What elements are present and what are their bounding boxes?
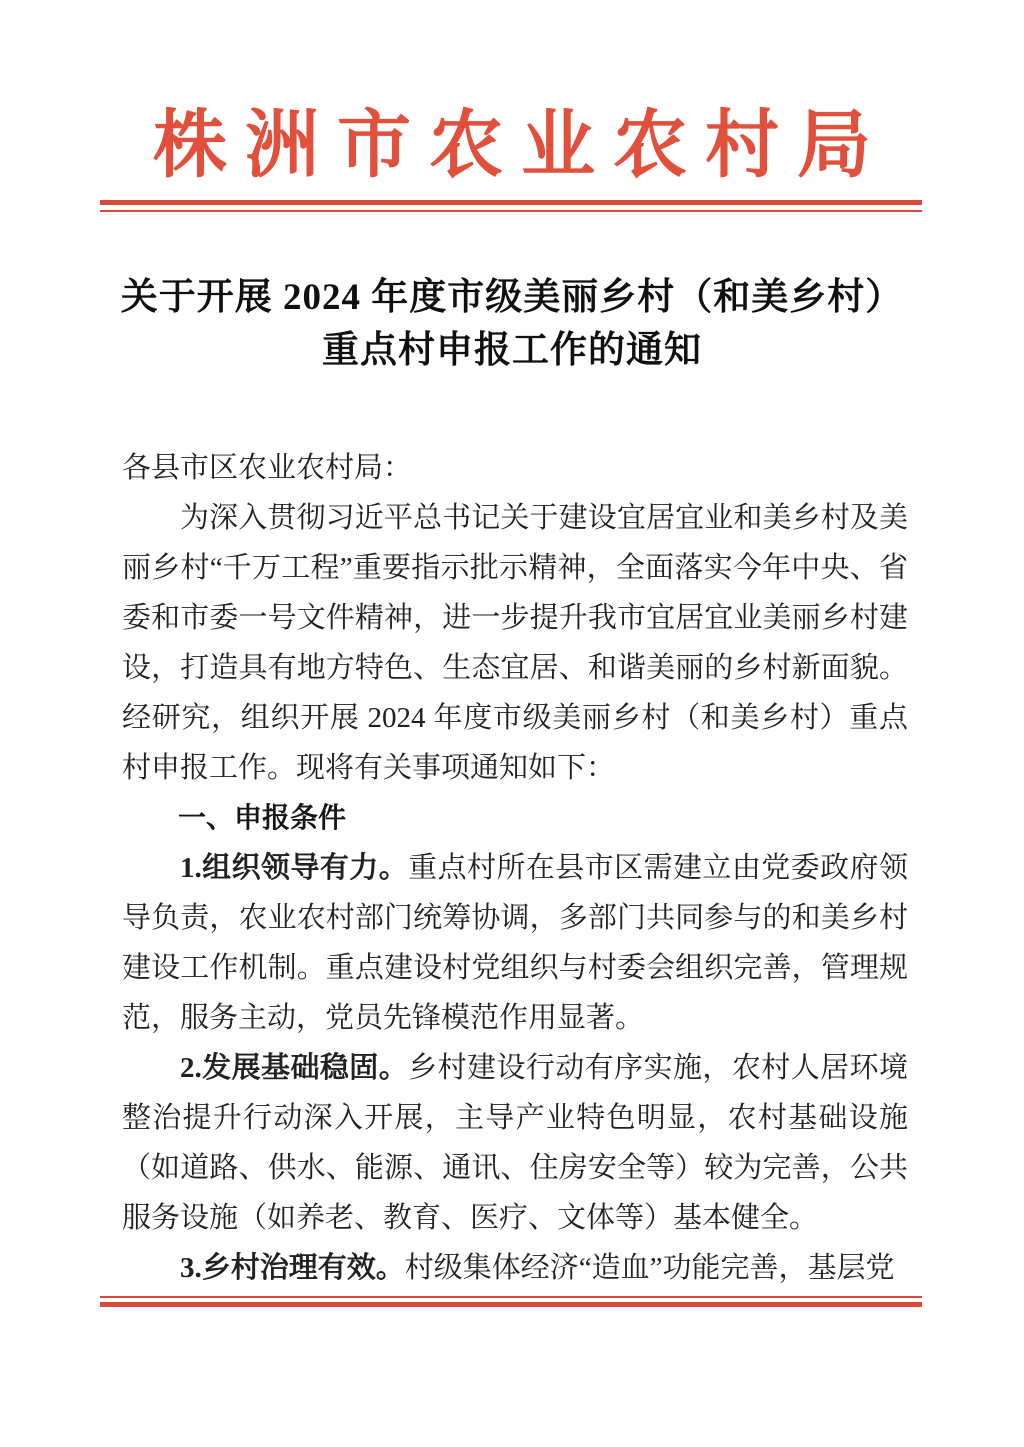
condition-item-1-text: 重点村所在县市区需建立由党委政府领导负责，农业农村部门统筹协调，多部门共同参与的和美乡村建设工作机制。重点建设村党组织与村委会组织完善，管理规范，服务主动，党员先锋模范作用显著。 xyxy=(122,852,908,1034)
condition-item-3-text: 村级集体经济“造血”功能完善，基层党 xyxy=(404,1252,895,1284)
document-title xyxy=(0,271,1024,377)
salutation: 各县市区农业农村局： xyxy=(122,452,413,484)
intro-paragraph: 为深入贯彻习近平总书记关于建设宜居宜业和美乡村及美丽乡村“千万工程”重要指示批示精神，全面落实今年中央、省委和市委一号文件精神，进一步提升我市宜居宜业美丽乡村建设，打造具有地方特色、生态宜居、和谐美丽的乡村新面貌。经研究，组织开展 2024 年度市级美丽乡村（和美乡村）重点村申报工作。现将有关事项通知如下： xyxy=(122,502,908,784)
section-heading-application-conditions: 一、申报条件 xyxy=(178,802,347,833)
header-rule-thin-line xyxy=(100,210,922,212)
document-title-line2: 重点村申报工作的通知 xyxy=(322,330,702,371)
condition-item-1 xyxy=(122,843,908,1043)
document-body xyxy=(122,443,908,1293)
condition-item-2 xyxy=(122,1043,908,1243)
footer-rule-thick-line xyxy=(100,1302,922,1307)
condition-item-2-text: 乡村建设行动有序实施，农村人居环境整治提升行动深入开展，主导产业特色明显，农村基础设施（如道路、供水、能源、通讯、住房安全等）较为完善，公共服务设施（如养老、教育、医疗、文体等）基本健全。 xyxy=(122,1052,908,1234)
footer-double-rule xyxy=(100,1296,922,1307)
agency-letterhead: 株洲市农业农村局 xyxy=(153,105,889,187)
condition-item-2-lead: 2.发展基础稳固。 xyxy=(180,1052,409,1084)
header-double-rule xyxy=(100,200,922,212)
condition-item-3 xyxy=(122,1243,908,1293)
condition-item-1-lead: 1.组织领导有力。 xyxy=(180,852,409,884)
document-title-line1: 关于开展 2024 年度市级美丽乡村（和美乡村） xyxy=(120,277,904,318)
condition-item-3-lead: 3.乡村治理有效。 xyxy=(180,1252,405,1284)
